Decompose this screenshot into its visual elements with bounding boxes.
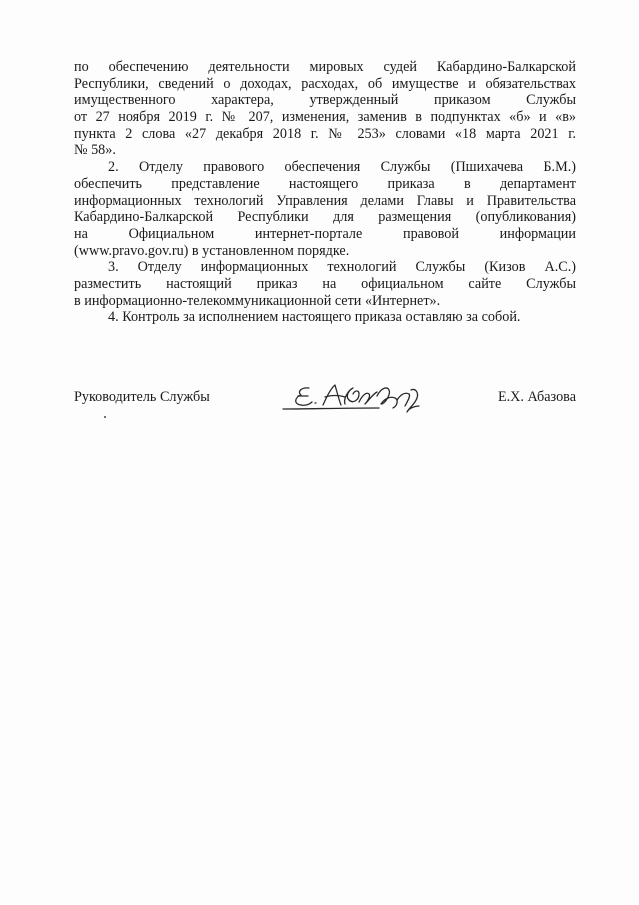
signatory-position: Руководитель Службы (74, 389, 210, 405)
text-line: от 27 ноября 2019 г. № 207, изменения, заменив в подпунктах «б» и «в» (74, 109, 576, 126)
text-line: обеспечить представление настоящего приказа в департамент (74, 175, 576, 192)
order-text (74, 59, 576, 326)
text-line: № 58». (74, 142, 116, 159)
text-line: разместить настоящий приказ на официальном сайте Службы (74, 275, 576, 292)
text-line: (www.pravo.gov.ru) в установленном порядке. (74, 242, 350, 259)
text-line: пункта 2 слова «27 декабря 2018 г. № 253» словами «18 марта 2021 г. (74, 125, 576, 142)
text-line: на Официальном интернет-портале правовой информации (74, 225, 576, 242)
paragraph-4 (74, 309, 576, 326)
text-line: в информационно-телекоммуникационной сети «Интернет». (74, 292, 441, 309)
paragraph-2 (74, 159, 576, 259)
text-line: Республики, сведений о доходах, расходах, об имуществе и обязательствах (74, 75, 576, 92)
text-line: по обеспечению деятельности мировых судей Кабардино-Балкарской (74, 59, 576, 75)
scan-speck (104, 416, 106, 418)
text-line: Кабардино-Балкарской Республики для размещения (опубликования) (74, 209, 576, 226)
text-line: 3. Отделу информационных технологий Службы (Кизов А.С.) (108, 259, 576, 276)
paragraph-3 (74, 259, 576, 309)
text-line: 2. Отделу правового обеспечения Службы (Пшихачева Б.М.) (108, 159, 576, 176)
text-line: 4. Контроль за исполнением настоящего приказа оставляю за собой. (108, 309, 521, 326)
text-line: имущественного характера, утвержденный приказом Службы (74, 92, 576, 109)
text-line: информационных технологий Управления делами Главы и Правительства (74, 192, 576, 209)
handwritten-signature (279, 378, 459, 418)
signatory-name: Е.Х. Абазова (497, 389, 576, 405)
signature-block (74, 378, 576, 418)
paragraph-1 (74, 59, 576, 159)
